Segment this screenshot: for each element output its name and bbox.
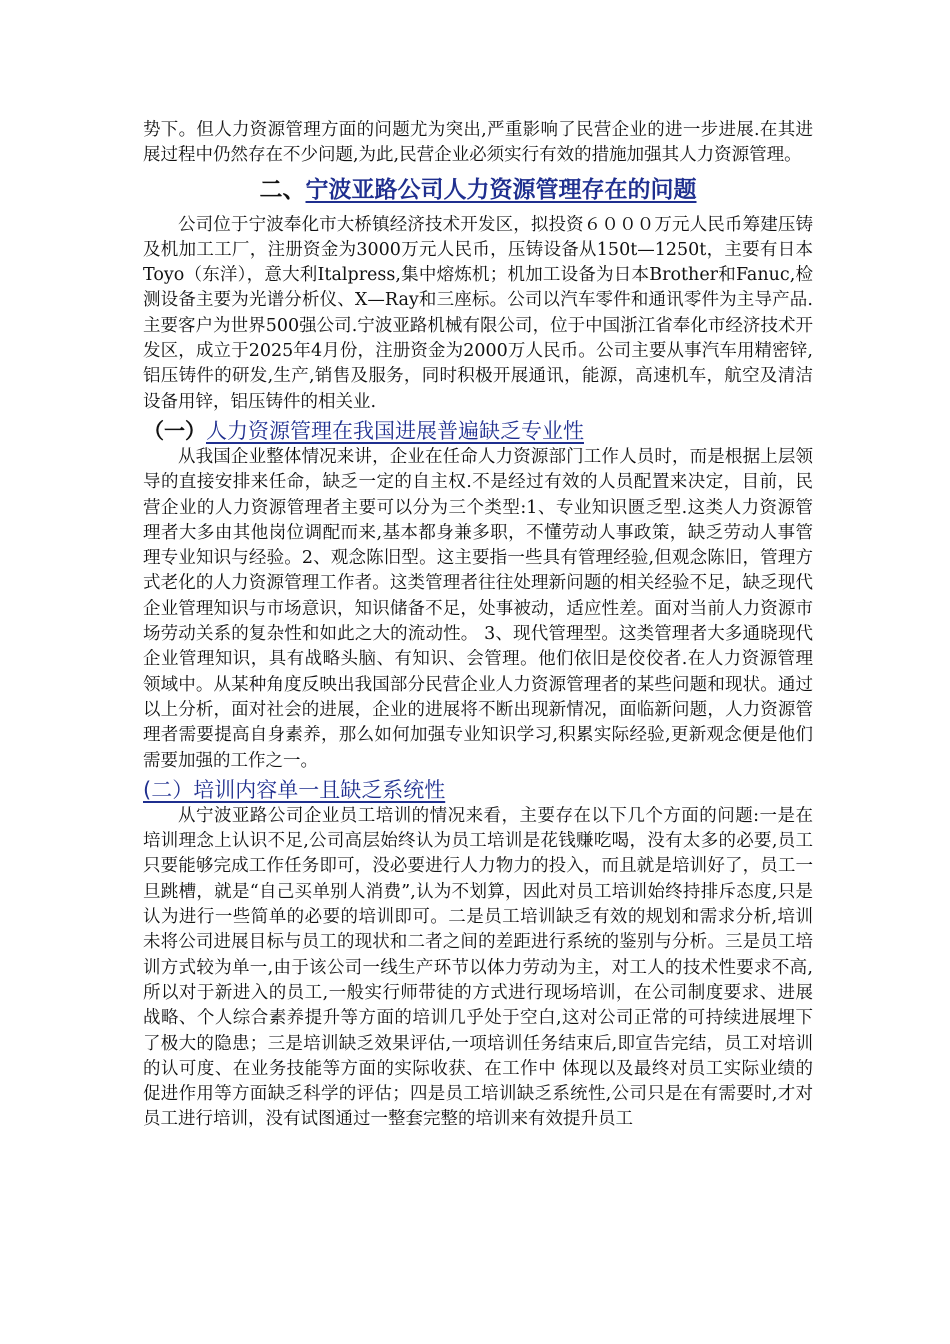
intro-paragraph: 势下。但人力资源管理方面的问题尤为突出,严重影响了民营企业的进一步进展.在其进展过程中仍然存在不少问题,为此,民营企业必须实行有效的措施加强其人力资源管理。 <box>143 120 813 166</box>
subsection-2-paragraph: 从宁波亚路公司企业员工培训的情况来看，主要存在以下几个方面的问题:一是在培训理念上认识不足,公司高层始终认为员工培训是花钱赚吃喝，没有太多的必要,员工只要能够完成工作任务即可，没必要进行人力物力的投入，而且就是培训好了，员工一旦跳槽，就是“自己买单别人消费”,认为不划算，因此对员工培训始终持排斥态度,只是认为进行一些简单的必要的培训即可。二是员工培训缺乏有效的规划和需求分析,培训未将公司进展目标与员工的现状和二者之间的差距进行系统的鉴别与分析。三是员工培训方式较为单一,由于该公司一线生产环节以体力劳动为主，对工人的技术性要求不高,所以对于新进入的员工,一般实行师带徒的方式进行现场培训，在公司制度要求、进展战略、个人综合素养提升等方面的培训几乎处于空白,这对公司正常的可持续进展埋下了极大的隐患；三是培训缺乏效果评估,一项培训任务结束后,即宣告完结，员工对培训的认可度、在业务技能等方面的实际收获、在工作中 体现以及最终对员工实际业绩的促进作用等方面缺乏科学的评估；四是员工培训缺乏系统性,公司只是在有需要时,才对员工进行培训，没有试图通过一整套完整的培训来有效提升员工 <box>143 805 813 1130</box>
section-number: 二、 <box>259 176 306 203</box>
subsection-1-number: （一） <box>143 418 206 443</box>
section-title-link[interactable]: 宁波亚路公司人力资源管理存在的问题 <box>305 176 697 203</box>
subsection-2-heading <box>143 776 813 804</box>
document-body <box>143 118 813 1133</box>
subsection-1-paragraph: 从我国企业整体情况来讲，企业在任命人力资源部门工作人员时，而是根据上层领导的直接安排来任命，缺乏一定的自主权.不是经过有效的人员配置来决定，目前，民营企业的人力资源管理者主要可以分为三个类型:1、专业知识匮乏型.这类人力资源管理者大多由其他岗位调配而来,基本都身兼多职，不懂劳动人事政策，缺乏劳动人事管理专业知识与经验。2、观念陈旧型。这主要指一些具有管理经验,但观念陈旧，管理方式老化的人力资源管理工作者。这类管理者往往处理新问题的相关经验不足，缺乏现代企业管理知识与市场意识，知识储备不足，处事被动，适应性差。面对当前人力资源市场劳动关系的复杂性和如此之大的流动性。 3、现代管理型。这类管理者大多通晓现代企业管理知识，具有战略头脑、有知识、会管理。他们依旧是佼佼者.在人力资源管理领域中。从某种角度反映出我国部分民营企业人力资源管理者的某些问题和现状。通过以上分析，面对社会的进展，企业的进展将不断出现新情况，面临新问题，人力资源管理者需要提高自身素养，那么如何加强专业知识学习,积累实际经验,更新观念便是他们需要加强的工作之一。 <box>143 446 813 771</box>
company-paragraph: 公司位于宁波奉化市大桥镇经济技术开发区，拟投资６０００万元人民币筹建压铸及机加工工厂，注册资金为3000万元人民币，压铸设备从150t—1250t，主要有日本Toyo（东洋），意大利Italpress,集中熔炼机；机加工设备为日本Brother和Fanuc,检测设备主要为光谱分析仪、X—Ray和三座标。公司以汽车零件和通讯零件为主导产品. 主要客户为世界500强公司.宁波亚路机械有限公司，位于中国浙江省奉化市经济技术开发区，成立于2025年4月份，注册资金为2000万人民币。公司主要从事汽车用精密锌,铝压铸件的研发,生产,销售及服务，同时积极开展通讯，能源，高速机车，航空及清洁设备用锌，铝压铸件的相关业. <box>143 214 813 412</box>
section-heading <box>143 175 813 205</box>
subsection-1-heading <box>143 417 813 445</box>
subsection-1-title-link[interactable]: 人力资源管理在我国进展普遍缺乏专业性 <box>206 418 584 443</box>
subsection-2-title-link[interactable]: (二）培训内容单一且缺乏系统性 <box>143 777 446 802</box>
